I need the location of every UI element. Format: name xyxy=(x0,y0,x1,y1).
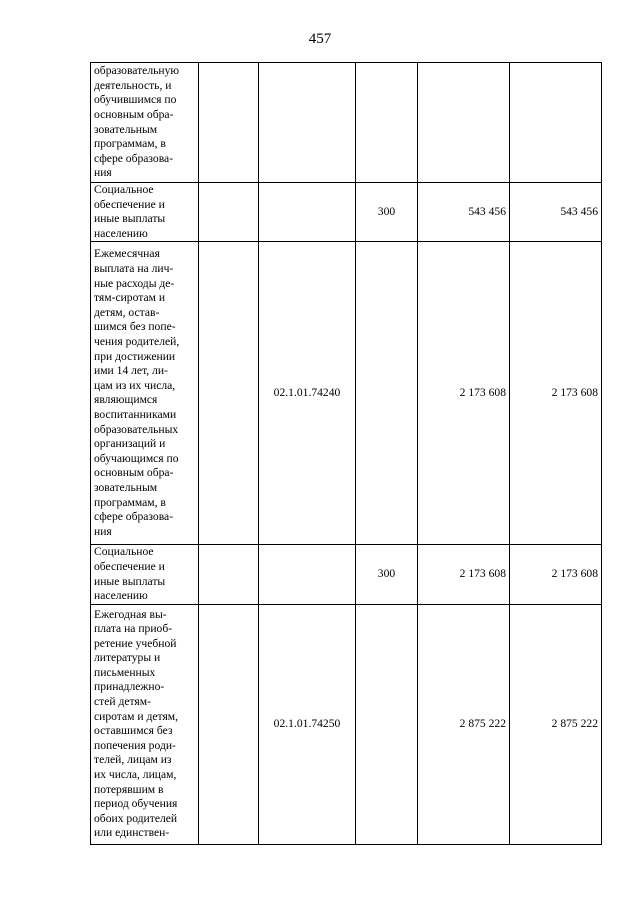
row-name-line: образовательных xyxy=(94,422,179,436)
table-row xyxy=(91,545,602,604)
expense-type-cell xyxy=(356,242,418,545)
table-row xyxy=(91,183,602,242)
expense-type-cell: 300 xyxy=(356,545,418,604)
row-name-line: шимся без попе- xyxy=(94,320,176,334)
ministry-cell xyxy=(199,242,259,545)
row-name-line: сиротам и детям, xyxy=(94,709,179,723)
row-name-line: период обучения xyxy=(94,797,178,811)
row-name-line: населению xyxy=(94,589,148,603)
amount-cell-1: 2 875 222 xyxy=(418,604,510,844)
table-row xyxy=(91,63,602,183)
ministry-cell xyxy=(199,63,259,183)
amount-cell-2: 2 173 608 xyxy=(510,242,602,545)
row-name-line: ретение учебной xyxy=(94,636,177,650)
row-name-line: детям, остав- xyxy=(94,305,160,319)
row-name-line: принадлежно- xyxy=(94,680,165,694)
row-name-line: письменных xyxy=(94,665,156,679)
amount-cell-1 xyxy=(418,63,510,183)
row-name-line: являющимся xyxy=(94,393,158,407)
row-name-line: обучающимся по xyxy=(94,451,179,465)
csr-code-cell: 02.1.01.74240 xyxy=(259,242,356,545)
ministry-cell xyxy=(199,604,259,844)
row-name-line: Ежегодная вы- xyxy=(94,607,167,621)
amount-cell-2: 543 456 xyxy=(510,183,602,242)
row-name-line: при достижении xyxy=(94,349,176,363)
row-name-line: тям-сиротам и xyxy=(94,291,166,305)
row-name-line: деятельность, и xyxy=(94,78,172,92)
row-name-line: сфере образова- xyxy=(94,510,174,524)
csr-code-cell xyxy=(259,545,356,604)
row-name-line: ния xyxy=(94,166,112,180)
expense-type-cell xyxy=(356,63,418,183)
ministry-cell xyxy=(199,183,259,242)
amount-cell-1: 543 456 xyxy=(418,183,510,242)
row-name-line: плата на приоб- xyxy=(94,622,173,636)
row-name-line: иные выплаты xyxy=(94,574,166,588)
row-name-line: сфере образова- xyxy=(94,151,174,165)
csr-code-cell xyxy=(259,63,356,183)
expense-type-cell: 300 xyxy=(356,183,418,242)
amount-cell-1: 2 173 608 xyxy=(418,242,510,545)
row-name-line: программам, в xyxy=(94,137,166,151)
row-name-line: выплата на лич- xyxy=(94,262,174,276)
ministry-cell xyxy=(199,545,259,604)
row-name-cell xyxy=(91,604,199,844)
row-name-cell xyxy=(91,63,199,183)
row-name-line: Социальное xyxy=(94,183,154,196)
row-name-line: зовательным xyxy=(94,480,158,494)
csr-code-cell xyxy=(259,183,356,242)
row-name-line: основным обра- xyxy=(94,107,174,121)
row-name-line: программам, в xyxy=(94,495,166,509)
row-name-line: ния xyxy=(94,524,112,538)
row-name-line: обеспечение и xyxy=(94,559,165,573)
budget-table xyxy=(90,62,602,845)
row-name-cell xyxy=(91,242,199,545)
page-number: 457 xyxy=(308,31,332,47)
row-name-cell xyxy=(91,183,199,242)
row-name-line: или единствен- xyxy=(94,826,170,840)
csr-code-cell: 02.1.01.74250 xyxy=(259,604,356,844)
row-name-line: обучившимся по xyxy=(94,93,177,107)
row-name-line: телей, лицам из xyxy=(94,753,172,767)
row-name-line: образовательную xyxy=(94,64,180,78)
row-name-line: литературы и xyxy=(94,651,161,665)
row-name-line: ими 14 лет, ли- xyxy=(94,364,168,378)
row-name-line: стей детям- xyxy=(94,695,151,709)
row-name-line: Ежемесячная xyxy=(94,247,160,261)
row-name-line: организаций и xyxy=(94,437,166,451)
row-name-line: их числа, лицам, xyxy=(94,768,177,782)
budget-table-body xyxy=(91,63,602,845)
table-row xyxy=(91,604,602,844)
row-name-line: иные выплаты xyxy=(94,212,166,226)
row-name-line: цам из их числа, xyxy=(94,378,176,392)
amount-cell-1: 2 173 608 xyxy=(418,545,510,604)
row-name-line: чения родителей, xyxy=(94,335,180,348)
row-name-line: обеспечение и xyxy=(94,197,165,211)
amount-cell-2: 2 875 222 xyxy=(510,604,602,844)
row-name-line: воспитанниками xyxy=(94,407,177,421)
row-name-line: основным обра- xyxy=(94,466,174,480)
row-name-line: зовательным xyxy=(94,122,158,136)
amount-cell-2 xyxy=(510,63,602,183)
row-name-line: попечения роди- xyxy=(94,738,176,752)
row-name-line: Социальное xyxy=(94,545,154,559)
row-name-cell xyxy=(91,545,199,604)
row-name-line: ные расходы де- xyxy=(94,276,175,290)
expense-type-cell xyxy=(356,604,418,844)
row-name-line: населению xyxy=(94,226,148,240)
row-name-line: потерявшим в xyxy=(94,782,164,796)
table-row xyxy=(91,242,602,545)
amount-cell-2: 2 173 608 xyxy=(510,545,602,604)
row-name-line: оставшимся без xyxy=(94,724,173,738)
row-name-line: обоих родителей xyxy=(94,811,178,825)
